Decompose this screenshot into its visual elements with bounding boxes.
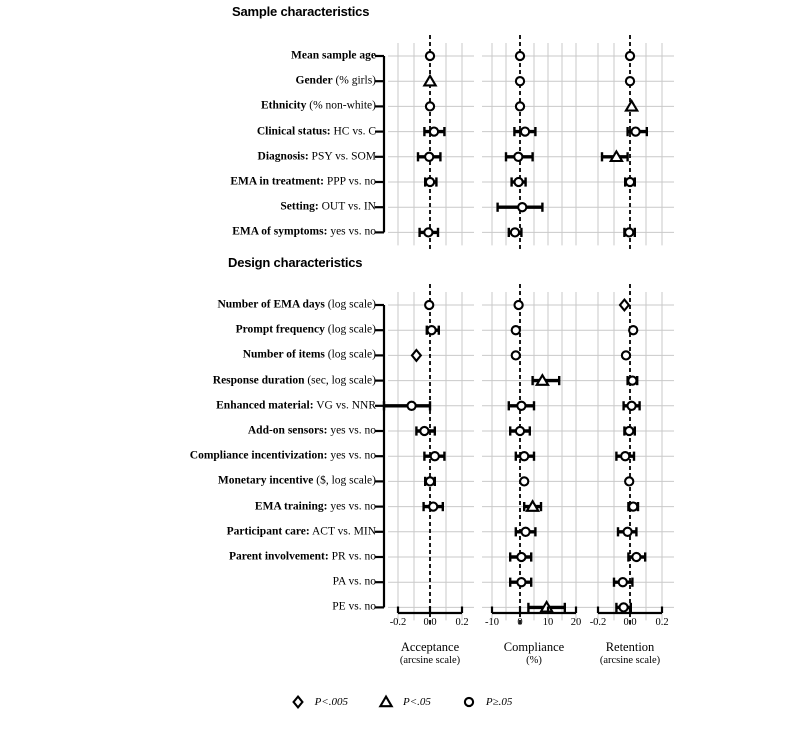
triangle-marker	[626, 101, 637, 111]
panel-caption-main: Retention	[605, 640, 655, 654]
triangle-marker	[424, 76, 435, 86]
triangle-marker	[541, 602, 552, 612]
circle-marker	[465, 698, 473, 706]
triangle-marker	[537, 375, 548, 385]
panel-caption-main: Acceptance	[400, 640, 460, 654]
triangle-icon	[376, 694, 396, 710]
circle-marker	[619, 578, 627, 586]
row-label: Prompt frequency (log scale)	[235, 323, 376, 336]
circle-marker	[625, 427, 633, 435]
row-label: Enhanced material: VG vs. NNR	[216, 399, 376, 412]
circle-marker	[515, 301, 523, 309]
circle-marker	[426, 52, 434, 60]
diamond-icon	[288, 694, 308, 710]
circle-marker	[626, 178, 634, 186]
legend-label: P<.005	[314, 696, 348, 708]
triangle-marker	[527, 501, 538, 511]
circle-marker	[632, 128, 640, 136]
circle-marker	[424, 228, 432, 236]
row-label: PE vs. no	[332, 600, 376, 613]
circle-marker	[621, 452, 629, 460]
panel-caption-sub: (arcsine scale)	[599, 655, 661, 666]
circle-marker	[430, 128, 438, 136]
circle-marker	[518, 203, 526, 211]
row-label: Setting: OUT vs. IN	[280, 200, 376, 213]
circle-marker	[428, 326, 436, 334]
circle-marker	[512, 351, 520, 359]
row-label: Parent involvement: PR vs. no	[228, 550, 376, 563]
circle-marker	[512, 326, 520, 334]
legend-label: P≥.05	[485, 696, 513, 708]
circle-marker	[629, 326, 637, 334]
circle-marker	[511, 228, 519, 236]
circle-marker	[517, 402, 525, 410]
axis-tick-label: 0.2	[655, 617, 669, 628]
section-title-sample: Sample characteristics	[232, 4, 370, 19]
row-label: EMA training: yes vs. no	[254, 500, 376, 513]
circle-marker	[515, 178, 523, 186]
panel-caption-main: Compliance	[503, 640, 565, 654]
triangle-marker	[380, 697, 391, 707]
circle-marker	[425, 301, 433, 309]
significance-legend	[0, 694, 800, 710]
circle-marker	[516, 102, 524, 110]
row-label: EMA in treatment: PPP vs. no	[230, 175, 376, 188]
circle-marker	[522, 528, 530, 536]
circle-marker	[517, 553, 525, 561]
axis-tick-label: -10	[485, 617, 499, 628]
circle-marker	[426, 178, 434, 186]
row-label: Number of items (log scale)	[242, 348, 376, 361]
circle-marker	[516, 52, 524, 60]
panel-caption-sub: (arcsine scale)	[399, 655, 461, 666]
row-label: PA vs. no	[332, 575, 376, 588]
row-label: Mean sample age	[291, 49, 376, 62]
row-label: Response duration (sec, log scale)	[212, 374, 376, 387]
circle-marker	[521, 128, 529, 136]
circle-marker	[626, 52, 634, 60]
circle-marker	[408, 402, 416, 410]
panel-caption-retention	[560, 640, 700, 668]
circle-marker	[516, 77, 524, 85]
diamond-marker	[293, 697, 302, 708]
axis-tick-label: 0.2	[455, 617, 469, 628]
circle-marker	[425, 153, 433, 161]
row-label: Clinical status: HC vs. C	[256, 125, 376, 138]
triangle-marker	[611, 151, 622, 161]
circle-marker	[420, 427, 428, 435]
legend-item-triangle	[376, 694, 431, 710]
circle-marker	[517, 578, 525, 586]
axis-tick-label: -0.2	[589, 617, 607, 628]
legend-label: P<.05	[402, 696, 431, 708]
row-label: Participant care: ACT vs. MIN	[226, 525, 376, 538]
circle-marker	[520, 477, 528, 485]
circle-marker	[426, 102, 434, 110]
circle-marker	[622, 351, 630, 359]
row-label: Add-on sensors: yes vs. no	[247, 424, 376, 437]
circle-marker	[620, 603, 628, 611]
circle-marker	[429, 503, 437, 511]
diamond-marker	[620, 300, 629, 311]
axis-tick-label: 0.0	[623, 617, 637, 628]
section-title-design: Design characteristics	[228, 255, 363, 270]
row-label: Diagnosis: PSY vs. SOM	[257, 150, 376, 163]
row-label: EMA of symptoms: yes vs. no	[232, 225, 376, 238]
row-label: Monetary incentive ($, log scale)	[217, 474, 376, 487]
panel-caption-sub: (%)	[526, 655, 542, 666]
axis-tick-label: 10	[542, 617, 554, 628]
circle-marker	[431, 452, 439, 460]
row-label: Gender (% girls)	[295, 74, 376, 87]
diamond-marker	[412, 350, 421, 361]
axis-tick-label: -0.2	[389, 617, 407, 628]
axis-tick-label: 0.0	[423, 617, 437, 628]
row-label: Compliance incentivization: yes vs. no	[189, 449, 376, 462]
axis-tick-label: 20	[570, 617, 582, 628]
circle-marker	[514, 153, 522, 161]
circle-marker	[520, 452, 528, 460]
legend-item-circle	[459, 694, 513, 710]
row-label: Number of EMA days (log scale)	[217, 298, 376, 311]
circle-marker	[516, 427, 524, 435]
circle-marker	[632, 553, 640, 561]
circle-marker	[624, 528, 632, 536]
circle-icon	[459, 694, 479, 710]
circle-marker	[625, 228, 633, 236]
circle-marker	[629, 503, 637, 511]
row-label: Ethnicity (% non-white)	[261, 99, 376, 112]
circle-marker	[426, 477, 434, 485]
legend-item-diamond	[288, 694, 348, 710]
circle-marker	[625, 477, 633, 485]
circle-marker	[628, 377, 636, 385]
axis-tick-label: 0	[517, 617, 523, 628]
circle-marker	[628, 402, 636, 410]
circle-marker	[626, 77, 634, 85]
